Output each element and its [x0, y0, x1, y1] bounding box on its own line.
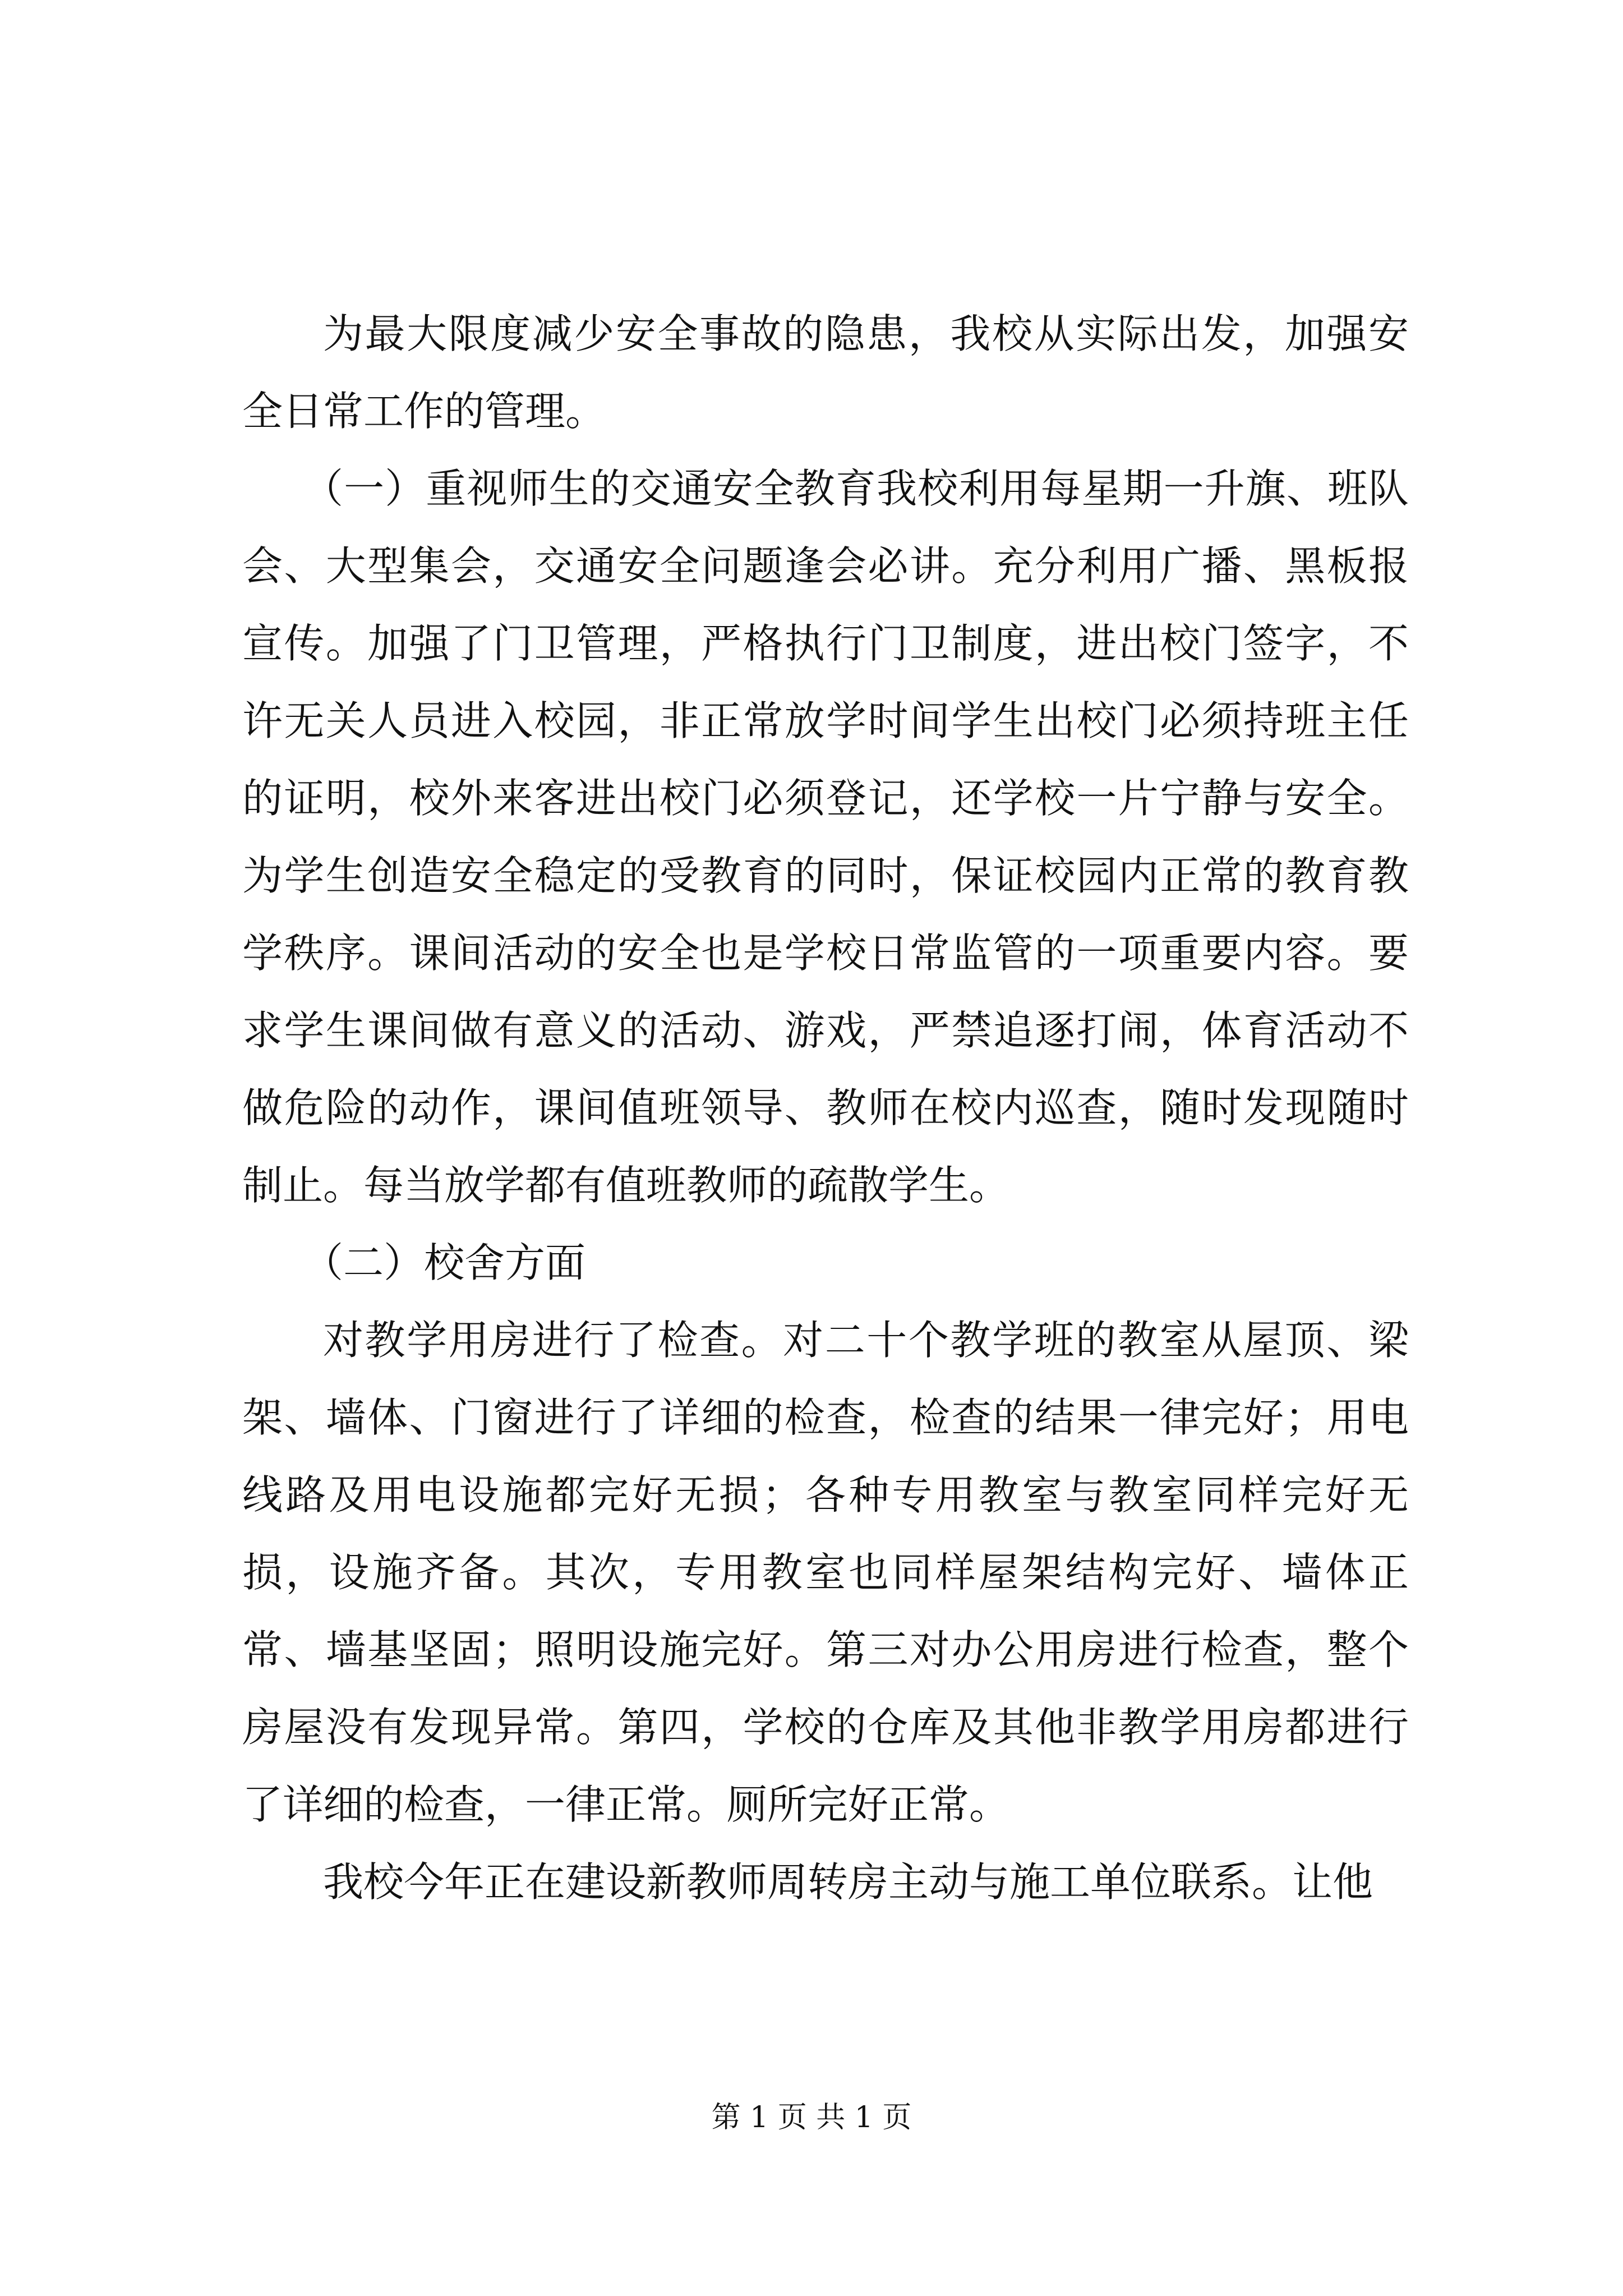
- page-footer: 第 1 页 共 1 页: [711, 2101, 912, 2134]
- paragraph-intro: 为最大限度减少安全事故的隐患，我校从实际出发，加强安全日常工作的管理。: [242, 310, 1409, 435]
- paragraph-traffic-safety: （一）重视师生的交通安全教育我校利用每星期一升旗、班队会、大型集会，交通安全问题逢会必讲。充分利用广播、黑板报宣传。加强了门卫管理，严格执行门卫制度，进出校门签字，不许无关人员进入校园，非正常放学时间学生出校门必须持班主任的证明，校外来客进出校门必须登记，还学校一片宁静与安全。为学生创造安全稳定的受教育的同时，保证校园内正常的教育教学秩序。课间活动的安全也是学校日常监管的一项重要内容。要求学生课间做有意义的活动、游戏，严禁追逐打闹，体育活动不做危险的动作，课间值班领导、教师在校内巡查，随时发现随时制止。每当放学都有值班教师的疏散学生。: [242, 465, 1409, 1209]
- paragraph-new-housing: 我校今年正在建设新教师周转房主动与施工单位联系。让他: [323, 1858, 1373, 1906]
- section-heading-school-buildings: （二）校舍方面: [303, 1239, 586, 1286]
- document-body: [242, 295, 1409, 1921]
- paragraph-building-inspection: 对教学用房进行了检查。对二十个教学班的教室从屋顶、梁架、墙体、门窗进行了详细的检查，检查的结果一律完好；用电线路及用电设施都完好无损；各种专用教室与教室同样完好无损，设施齐备。其次，专用教室也同样屋架结构完好、墙体正常、墙基坚固；照明设施完好。第三对办公用房进行检查，整个房屋没有发现异常。第四，学校的仓库及其他非教学用房都进行了详细的检查，一律正常。厕所完好正常。: [242, 1317, 1409, 1828]
